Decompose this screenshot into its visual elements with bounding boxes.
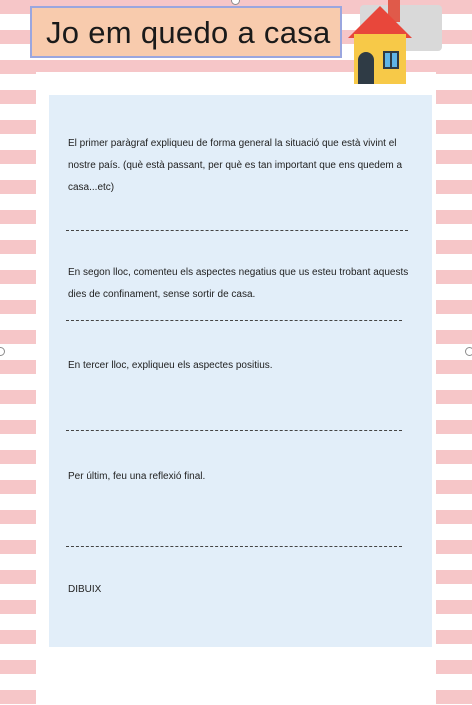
dashed-line-3 bbox=[66, 430, 402, 431]
title-box[interactable] bbox=[30, 6, 342, 58]
dashed-line-2 bbox=[66, 320, 402, 321]
drawing-label: DIBUIX bbox=[68, 584, 102, 595]
content-box[interactable] bbox=[49, 95, 432, 647]
page-title: Jo em quedo a casa bbox=[46, 15, 331, 50]
paragraph-1: El primer paràgraf expliqueu de forma general la situació que està vivint el nostre país. (què està passant, per què es tan important que ens quedem a casa...etc) bbox=[68, 138, 403, 193]
paragraph-2: En segon lloc, comenteu els aspectes negatius que us esteu trobant aquests dies de confinament, sense sortir de casa. bbox=[68, 267, 409, 300]
resize-handle-right[interactable] bbox=[465, 347, 472, 356]
left-stripes bbox=[0, 0, 38, 705]
paragraph-4: Per últim, feu una reflexió final. bbox=[68, 471, 206, 482]
dashed-line-1 bbox=[66, 230, 408, 231]
paragraph-3: En tercer lloc, expliqueu els aspectes positius. bbox=[68, 360, 273, 371]
dashed-line-4 bbox=[66, 546, 402, 547]
house-icon bbox=[344, 0, 416, 86]
